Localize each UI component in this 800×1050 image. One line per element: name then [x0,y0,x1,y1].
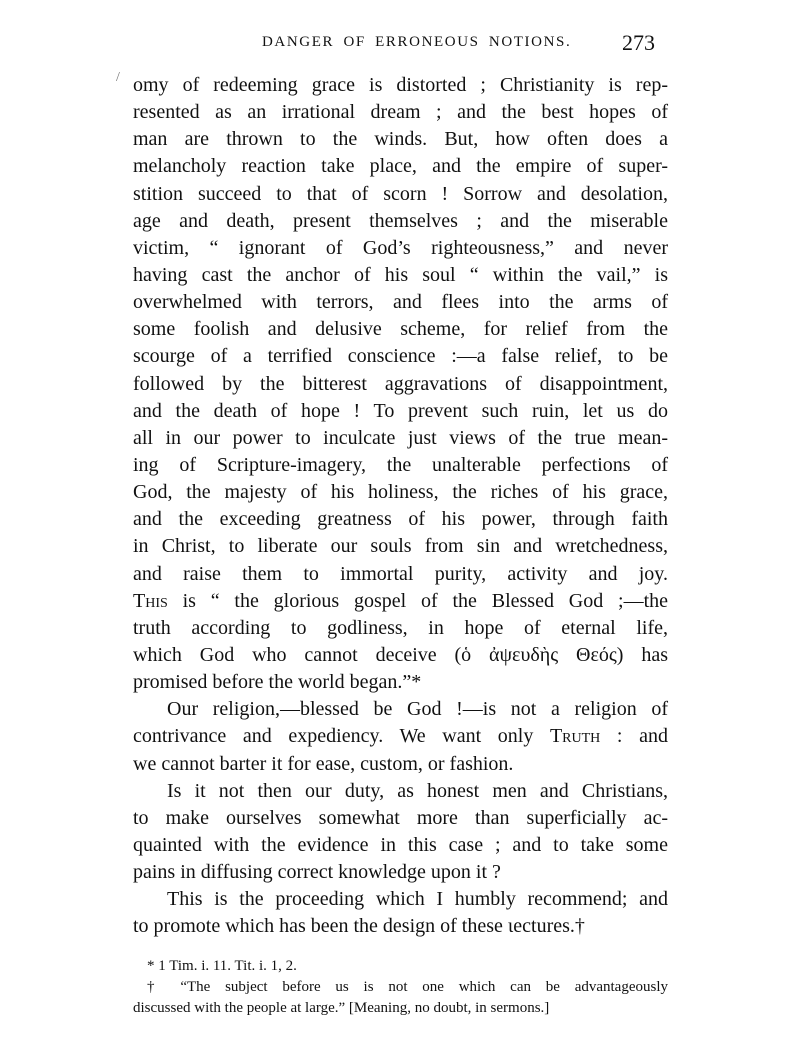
text-line: God, the majesty of his holiness, the riches of his grace, [133,481,668,504]
text-line: pains in diffusing correct knowledge upon it ? [133,861,501,884]
footnotes [133,956,668,1019]
text-line: overwhelmed with terrors, and flees into the arms of [133,291,668,314]
text-line: ing of Scripture-imagery, the unalterable perfections of [133,453,668,476]
text-line: all in our power to inculcate just views of the true mean- [133,426,668,449]
text-line: which God who cannot deceive (ὁ ἀψευδὴς Θεός) has [133,643,668,666]
paragraph-start: This is the proceeding which I humbly recommend; and [167,888,668,911]
margin-mark: / [116,70,120,85]
text-line [133,588,668,615]
footnote-1: * 1 Tim. i. 11. Tit. i. 1, 2. [147,958,297,974]
text-fragment: is “ the glorious gospel of the Blessed God ;—the [167,589,668,612]
text-line: victim, “ ignorant of God’s righteousness,” and never [133,236,668,259]
text-line: resented as an irrational dream ; and the best hopes of [133,101,668,124]
small-caps-this: This [133,589,168,612]
footnote-2-continued: discussed with the people at large.” [Meaning, no doubt, in sermons.] [133,1000,550,1016]
text-line: having cast the anchor of his soul “ within the vail,” is [133,263,668,286]
paragraph-start: Is it not then our duty, as honest men and Christians, [167,779,668,802]
running-head: DANGER OF ERRONEOUS NOTIONS. [262,34,572,50]
text-line: in Christ, to liberate our souls from sin and wretchedness, [133,535,668,558]
text-line: melancholy reaction take place, and the empire of super- [133,155,668,178]
text-line: to make ourselves somewhat more than superficially ac- [133,806,668,829]
text-line [133,723,668,750]
text-line: omy of redeeming grace is distorted ; Christianity is rep- [133,74,668,96]
text-line: scourge of a terrified conscience :—a false relief, to be [133,345,668,368]
body-text [133,72,668,941]
text-line: we cannot barter it for ease, custom, or fashion. [133,752,514,775]
text-line: and the death of hope ! To prevent such ruin, let us do [133,399,668,422]
text-line: man are thrown to the winds. But, how often does a [133,128,668,151]
text-fragment: contrivance and expediency. We want only [133,725,550,748]
text-line: to promote which has been the design of these ɩectures.† [133,915,585,938]
text-line: truth according to godliness, in hope of eternal life, [133,616,668,639]
paragraph-start: Our religion,—blessed be God !—is not a religion of [167,698,668,721]
text-line: and raise them to immortal purity, activity and joy. [133,562,668,585]
text-line: some foolish and delusive scheme, for relief from the [133,318,668,341]
text-line: and the exceeding greatness of his power, through faith [133,508,668,531]
footnote-2: † “The subject before us is not one which can be advantageously [147,979,668,995]
text-line: promised before the world began.”* [133,671,422,694]
page-number: 273 [622,30,655,55]
text-fragment: : and [600,725,668,748]
small-caps-truth: Truth [549,725,601,748]
text-line: followed by the bitterest aggravations of disappointment, [133,372,668,395]
text-line: stition succeed to that of scorn ! Sorrow and desolation, [133,182,668,205]
text-line: quainted with the evidence in this case ; and to take some [133,833,668,856]
text-line: age and death, present themselves ; and the miserable [133,209,668,232]
